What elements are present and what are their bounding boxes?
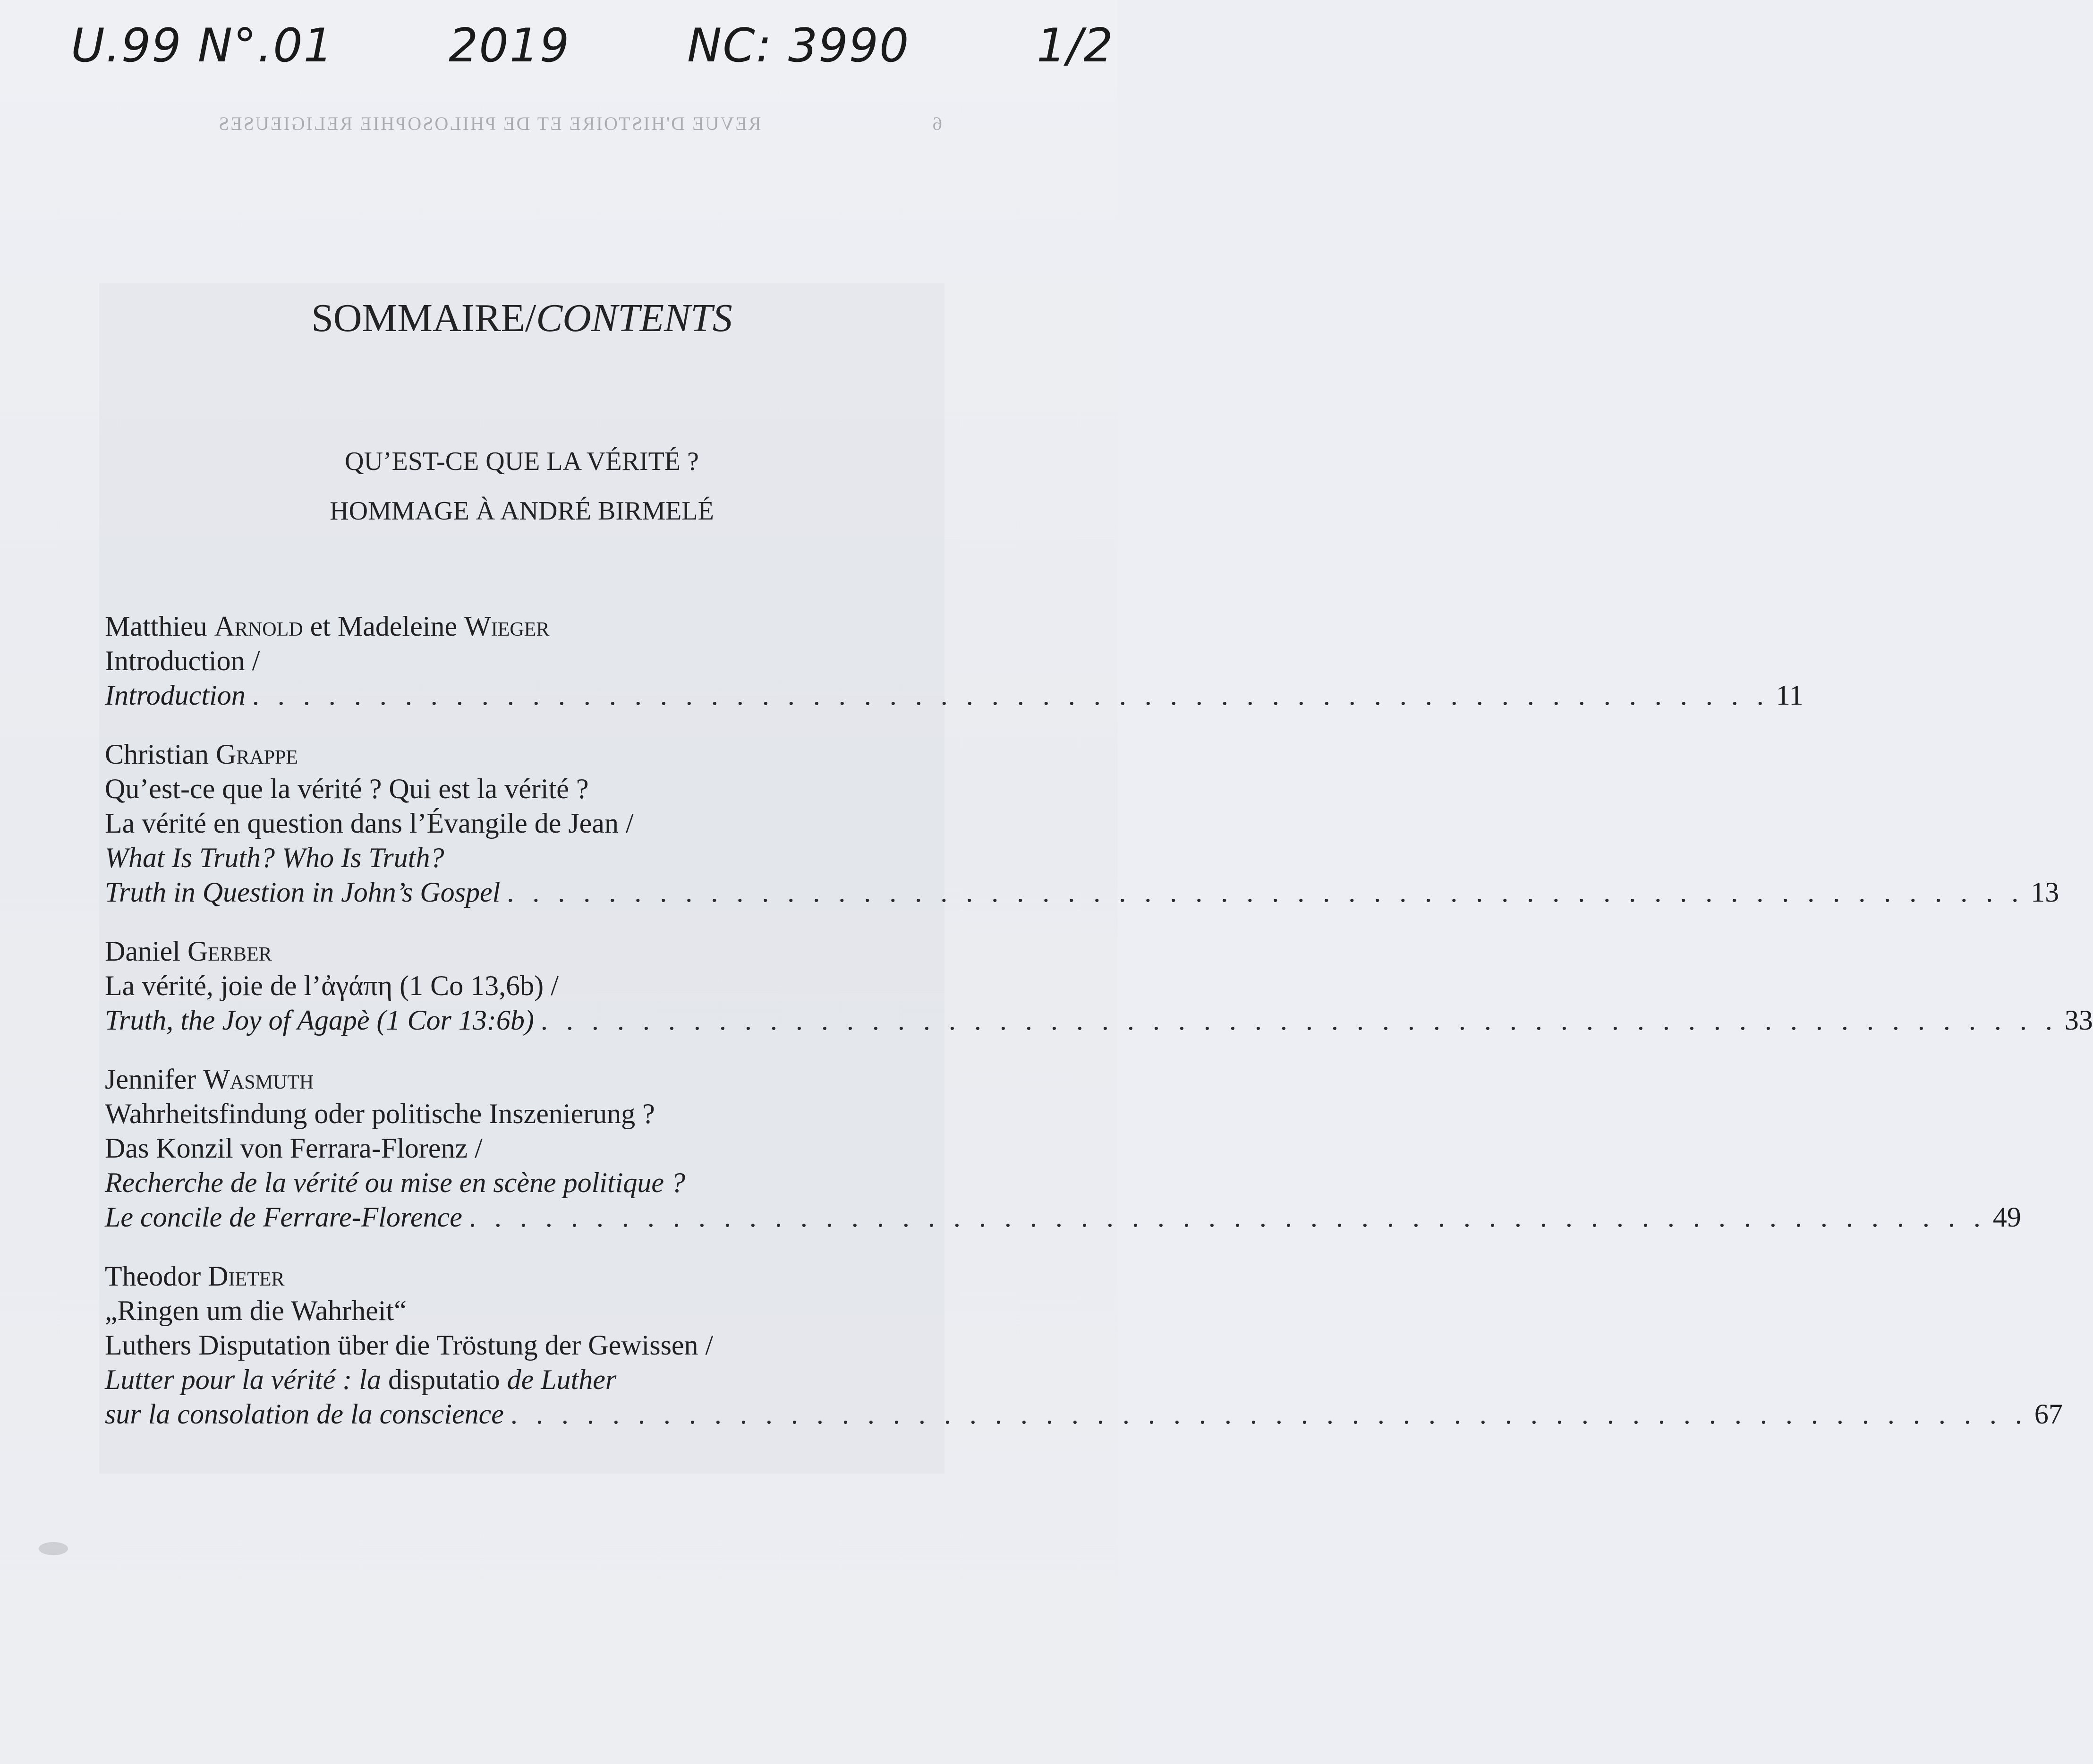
section-subtitle: HOMMAGE À ANDRÉ BIRMELÉ [330, 496, 714, 526]
dot-leader: . . . . . . . . . . . . . . . . . . . . . . . . . . . . . . . . . . . . . . . . . . . . . . . . . . . . . . . . . . . . [507, 877, 2025, 908]
entry-translated-title: Truth, the Joy of Agapè (1 Cor 13:6b) [105, 1005, 534, 1036]
author-surname: Wasmuth [203, 1064, 314, 1095]
handwritten-part: 1/2 [1037, 19, 1114, 73]
entry-title-with-page [105, 1003, 2093, 1038]
author-surname: Dieter [208, 1261, 285, 1292]
toc-entry [105, 737, 2059, 910]
author-surname: Gerber [187, 936, 272, 967]
entry-title-with-page [105, 1200, 2021, 1235]
entry-title: „Ringen um die Wahrheit“ [105, 1295, 407, 1326]
section-title: QU’EST-CE QUE LA VÉRITÉ ? [345, 447, 699, 476]
handwritten-annotations [0, 9, 1118, 79]
toc-entry [105, 609, 1804, 713]
dot-leader: . . . . . . . . . . . . . . . . . . . . . . . . . . . . . . . . . . . . . . . . . . . . . . . . . . . . . . . . . . . . [468, 1202, 1986, 1233]
toc-entry [105, 1259, 2063, 1432]
handwritten-year: 2019 [449, 19, 570, 73]
entry-title: Wahrheitsfindung oder politische Inszenierung ? [105, 1098, 655, 1129]
author-surname: Wieger [464, 611, 550, 642]
entry-title: Introduction / [105, 645, 260, 676]
page-number: 33 [2064, 1005, 2093, 1036]
title-italic: CONTENTS [536, 296, 732, 340]
entry-title-with-page [105, 1397, 2063, 1432]
entry-author: Jennifer Wasmuth [105, 1064, 314, 1095]
entry-author: Daniel Gerber [105, 936, 272, 967]
page-title [0, 295, 1044, 341]
dot-leader: . . . . . . . . . . . . . . . . . . . . . . . . . . . . . . . . . . . . . . . . . . . . . . . . . . . . . . . . . . . . [540, 1005, 2058, 1036]
contents-list [105, 609, 2093, 1456]
entry-title: Qu’est-ce que la vérité ? Qui est la vérité ? [105, 773, 589, 804]
entry-title: Luthers Disputation über die Tröstung der Gewissen / [105, 1329, 714, 1361]
entry-translated-title: Lutter pour la vérité : la disputatio de Luther [105, 1364, 617, 1395]
entry-translated-title: What Is Truth? Who Is Truth? [105, 842, 444, 873]
entry-title: La vérité en question dans l’Évangile de Jean / [105, 808, 634, 839]
toc-entry [105, 1062, 2021, 1235]
title-main: SOMMAIRE/ [311, 296, 536, 340]
entry-title-with-page [105, 678, 1804, 713]
entry-translated-title: Introduction [105, 680, 246, 711]
entry-translated-title: Recherche de la vérité ou mise en scène politique ? [105, 1167, 685, 1198]
author-surname: Arnold [214, 611, 303, 642]
scan-smudge [39, 1542, 68, 1555]
page-number: 67 [2034, 1398, 2063, 1430]
show-through-running-header: REVUE D'HISTOIRE ET DE PHILOSOPHIE RELIGIEUSES [217, 113, 761, 134]
entry-author: Christian Grappe [105, 739, 298, 770]
entry-translated-title: sur la consolation de la conscience [105, 1398, 504, 1430]
page-number: 49 [1992, 1202, 2021, 1233]
entry-translated-title: Le concile de Ferrare-Florence [105, 1202, 462, 1233]
page-number: 13 [2031, 877, 2059, 908]
entry-translated-title: Truth in Question in John’s Gospel [105, 877, 501, 908]
entry-title-with-page [105, 875, 2059, 910]
show-through-page-number: 6 [933, 113, 942, 134]
toc-entry [105, 934, 2093, 1038]
entry-title: Das Konzil von Ferrara-Florenz / [105, 1133, 483, 1164]
entry-title: La vérité, joie de l’ἀγάπη (1 Co 13,6b) / [105, 970, 559, 1001]
dot-leader: . . . . . . . . . . . . . . . . . . . . . . . . . . . . . . . . . . . . . . . . . . . . . . . . . . . . . . . . . . . . [510, 1398, 2028, 1430]
entry-author: Matthieu Arnold et Madeleine Wieger [105, 611, 550, 642]
handwritten-ref: U.99 N°.01 [71, 19, 334, 73]
page-number: 11 [1776, 680, 1804, 711]
entry-author: Theodor Dieter [105, 1261, 285, 1292]
author-surname: Grappe [216, 739, 298, 770]
handwritten-nc: NC: 3990 [687, 19, 910, 73]
dot-leader: . . . . . . . . . . . . . . . . . . . . . . . . . . . . . . . . . . . . . . . . . . . . . . . . . . . . . . . . . . . . [252, 680, 1770, 711]
